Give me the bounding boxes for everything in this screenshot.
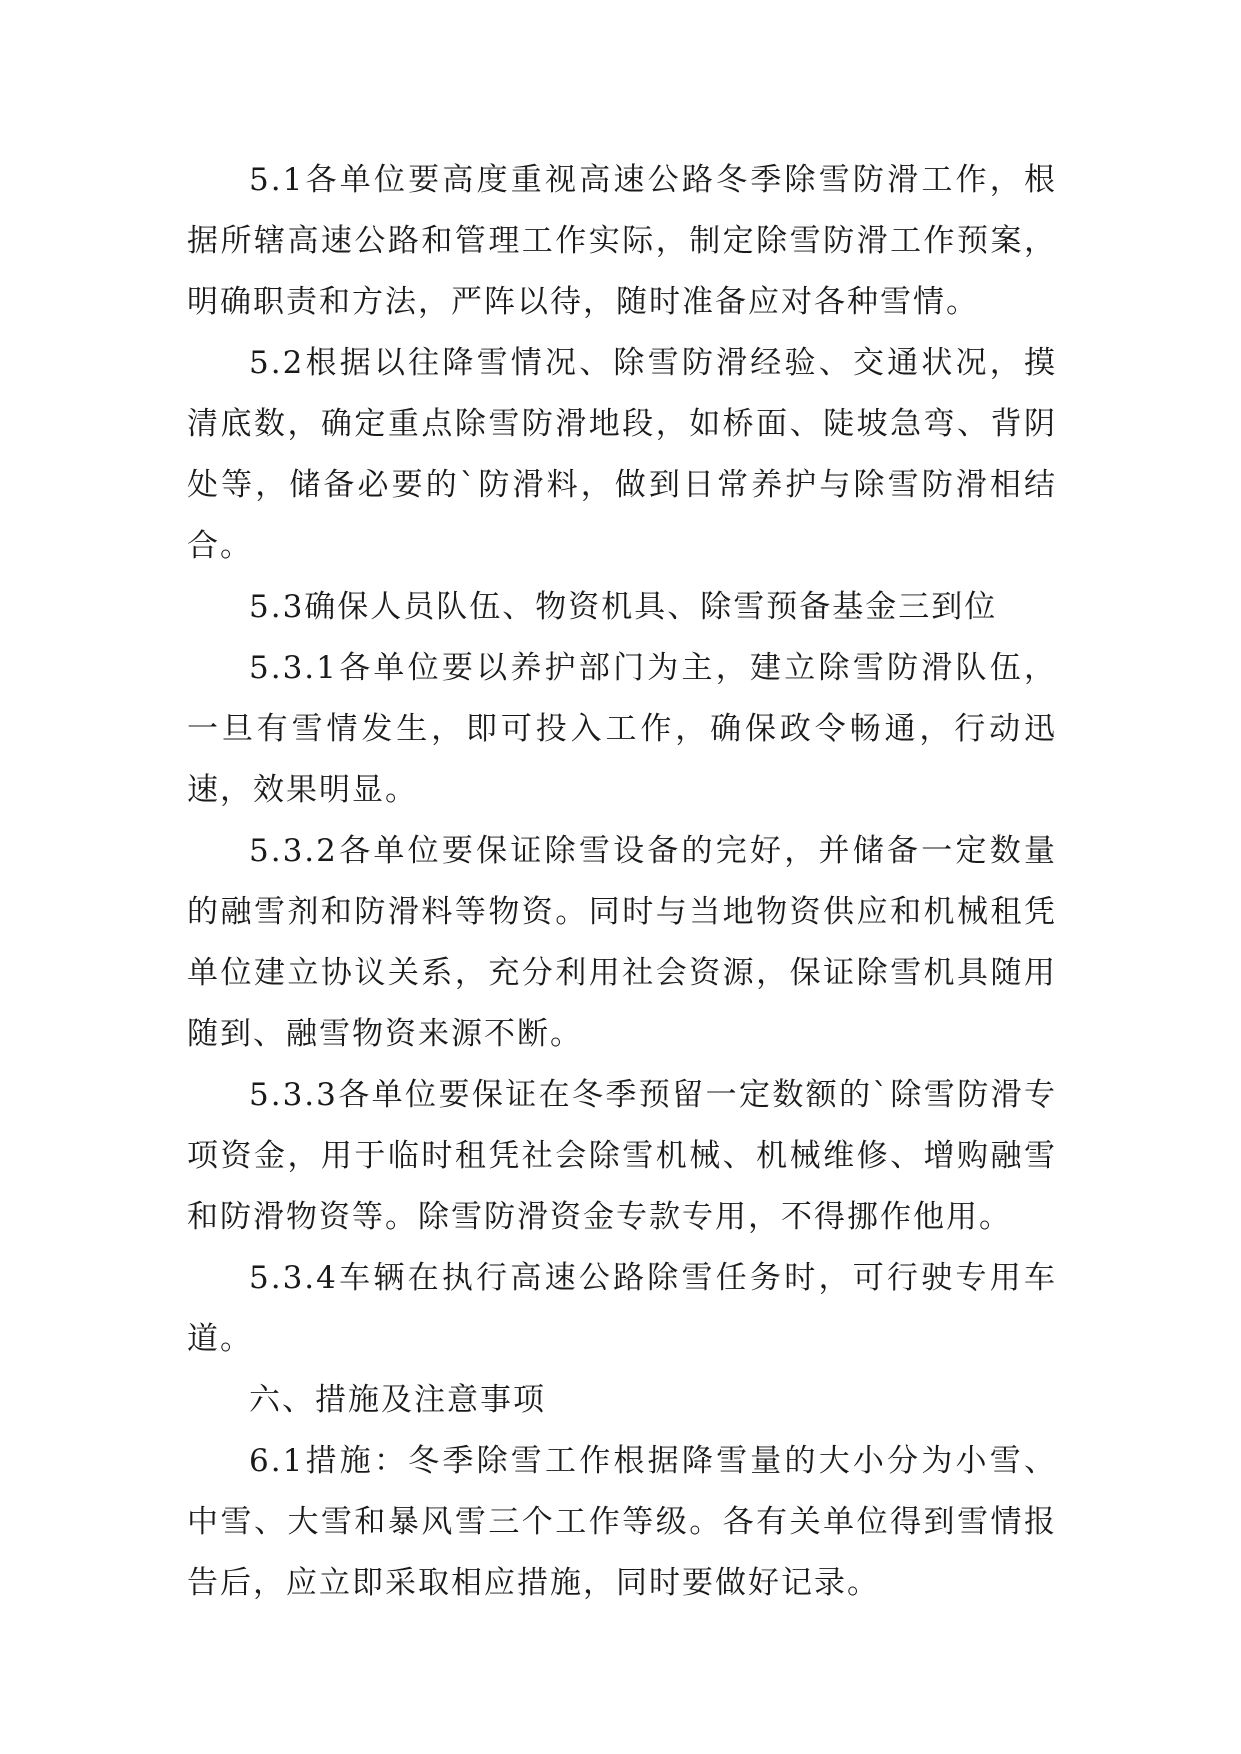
paragraph-5-2: 5.2根据以往降雪情况、除雪防滑经验、交通状况，摸清底数，确定重点除雪防滑地段，如桥面、陡坡急弯、背阴处等，储备必要的`防滑料，做到日常养护与除雪防滑相结合。	[187, 345, 1057, 564]
paragraph-5-3: 5.3确保人员队伍、物资机具、除雪预备基金三到位	[249, 589, 998, 625]
paragraph-5-1: 5.1各单位要高度重视高速公路冬季除雪防滑工作，根据所辖高速公路和管理工作实际，制定除雪防滑工作预案，明确职责和方法，严阵以待，随时准备应对各种雪情。	[187, 162, 1057, 320]
document-body	[187, 150, 1057, 1614]
paragraph-5-3-4: 5.3.4车辆在执行高速公路除雪任务时，可行驶专用车道。	[187, 1260, 1057, 1357]
paragraph-5-3-1: 5.3.1各单位要以养护部门为主，建立除雪防滑队伍，一旦有雪情发生，即可投入工作，确保政令畅通，行动迅速，效果明显。	[187, 650, 1057, 808]
section-heading-6: 六、措施及注意事项	[249, 1382, 546, 1418]
paragraph-5-3-2: 5.3.2各单位要保证除雪设备的完好，并储备一定数量的融雪剂和防滑料等物资。同时与当地物资供应和机械租凭单位建立协议关系，充分利用社会资源，保证除雪机具随用随到、融雪物资来源不断。	[187, 833, 1057, 1052]
paragraph-6-1: 6.1措施：冬季除雪工作根据降雪量的大小分为小雪、中雪、大雪和暴风雪三个工作等级。各有关单位得到雪情报告后，应立即采取相应措施，同时要做好记录。	[187, 1443, 1057, 1601]
paragraph-5-3-3: 5.3.3各单位要保证在冬季预留一定数额的`除雪防滑专项资金，用于临时租凭社会除雪机械、机械维修、增购融雪和防滑物资等。除雪防滑资金专款专用，不得挪作他用。	[187, 1077, 1057, 1235]
